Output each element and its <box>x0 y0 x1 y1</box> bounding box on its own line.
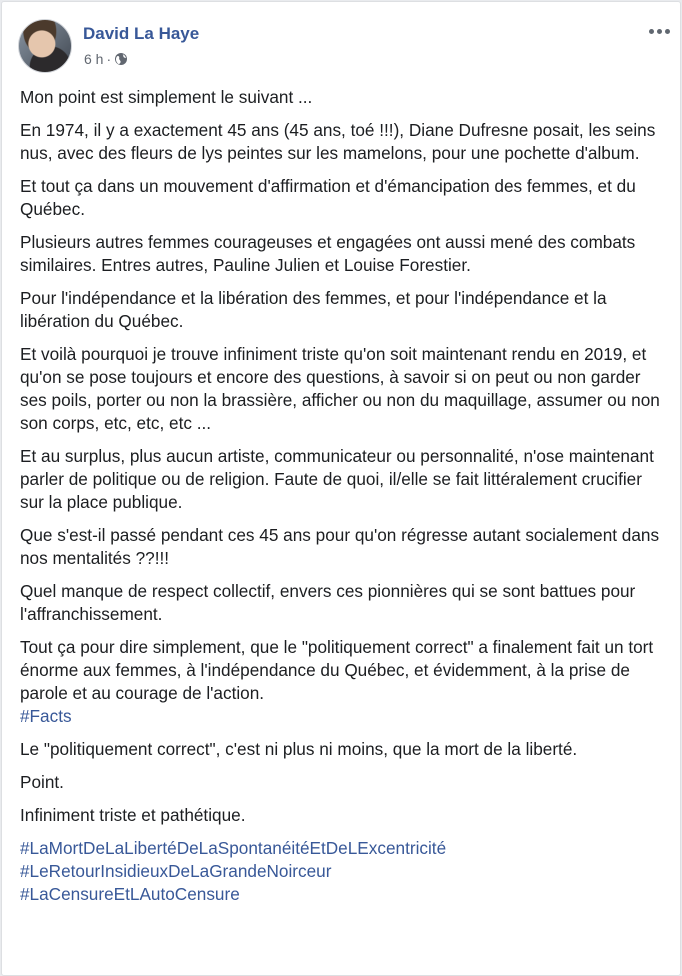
hashtag-link[interactable]: #LaCensureEtLAutoCensure <box>20 884 240 904</box>
meta-separator: · <box>106 51 112 67</box>
post-paragraph: Pour l'indépendance et la libération des femmes, et pour l'indépendance et la libération du Québec. <box>20 288 607 331</box>
post-paragraph-with-hashtag <box>20 636 670 728</box>
post-paragraph: En 1974, il y a exactement 45 ans (45 ans, toé !!!), Diane Dufresne posait, les seins nus, avec des fleurs de lys peintes sur les mamelons, pour une pochette d'album. <box>20 120 656 163</box>
post-paragraph: Et voilà pourquoi je trouve infiniment triste qu'on soit maintenant rendu en 2019, et qu'on se pose toujours et encore des questions, à savoir si on peut ou non garder ses poils, porter ou non la brassière, afficher ou non du maquillage, assumer ou non son corps, etc, etc, etc ... <box>20 344 660 433</box>
post-paragraph: Infiniment triste et pathétique. <box>20 805 246 825</box>
post-body <box>20 86 670 906</box>
hashtag-list <box>20 837 670 906</box>
author-name[interactable]: David La Haye <box>83 24 200 43</box>
post-paragraph: Et tout ça dans un mouvement d'affirmation et d'émancipation des femmes, et du Québec. <box>20 176 636 219</box>
post-paragraph: Plusieurs autres femmes courageuses et engagées ont aussi mené des combats similaires. Entres autres, Pauline Julien et Louise Forestier. <box>20 232 636 275</box>
post-timestamp[interactable]: 6 h <box>84 51 104 67</box>
post-paragraph: Quel manque de respect collectif, envers ces pionnières qui se sont battues pour l'affranchissement. <box>20 581 636 624</box>
post-meta <box>84 51 128 67</box>
post-paragraph: Mon point est simplement le suivant ... <box>20 87 313 107</box>
post-paragraph: Que s'est-il passé pendant ces 45 ans pour qu'on régresse autant socialement dans nos mentalités ??!!! <box>20 525 660 568</box>
more-dot <box>665 29 670 34</box>
hashtag-link[interactable]: #LaMortDeLaLibertéDeLaSpontanéitéEtDeLExcentricité <box>20 838 447 858</box>
post-paragraph-text: Tout ça pour dire simplement, que le "politiquement correct" a finalement fait un tort énorme aux femmes, à l'indépendance du Québec, et évidemment, à la prise de parole et au courage de l'action. <box>20 637 654 703</box>
post-paragraph: Le "politiquement correct", c'est ni plus ni moins, que la mort de la liberté. <box>20 739 578 759</box>
more-options-icon[interactable] <box>644 19 674 43</box>
avatar[interactable] <box>18 19 72 73</box>
globe-icon[interactable] <box>114 52 128 66</box>
hashtag-facts[interactable]: #Facts <box>20 706 72 726</box>
more-dot <box>649 29 654 34</box>
post-paragraph: Et au surplus, plus aucun artiste, communicateur ou personnalité, n'ose maintenant parler de politique ou de religion. Faute de quoi, il/elle se fait littéralement crucifier sur la place publique. <box>20 446 654 512</box>
hashtag-link[interactable]: #LeRetourInsidieuxDeLaGrandeNoirceur <box>20 861 332 881</box>
more-dot <box>657 29 662 34</box>
post-card <box>1 1 681 976</box>
post-paragraph: Point. <box>20 772 64 792</box>
